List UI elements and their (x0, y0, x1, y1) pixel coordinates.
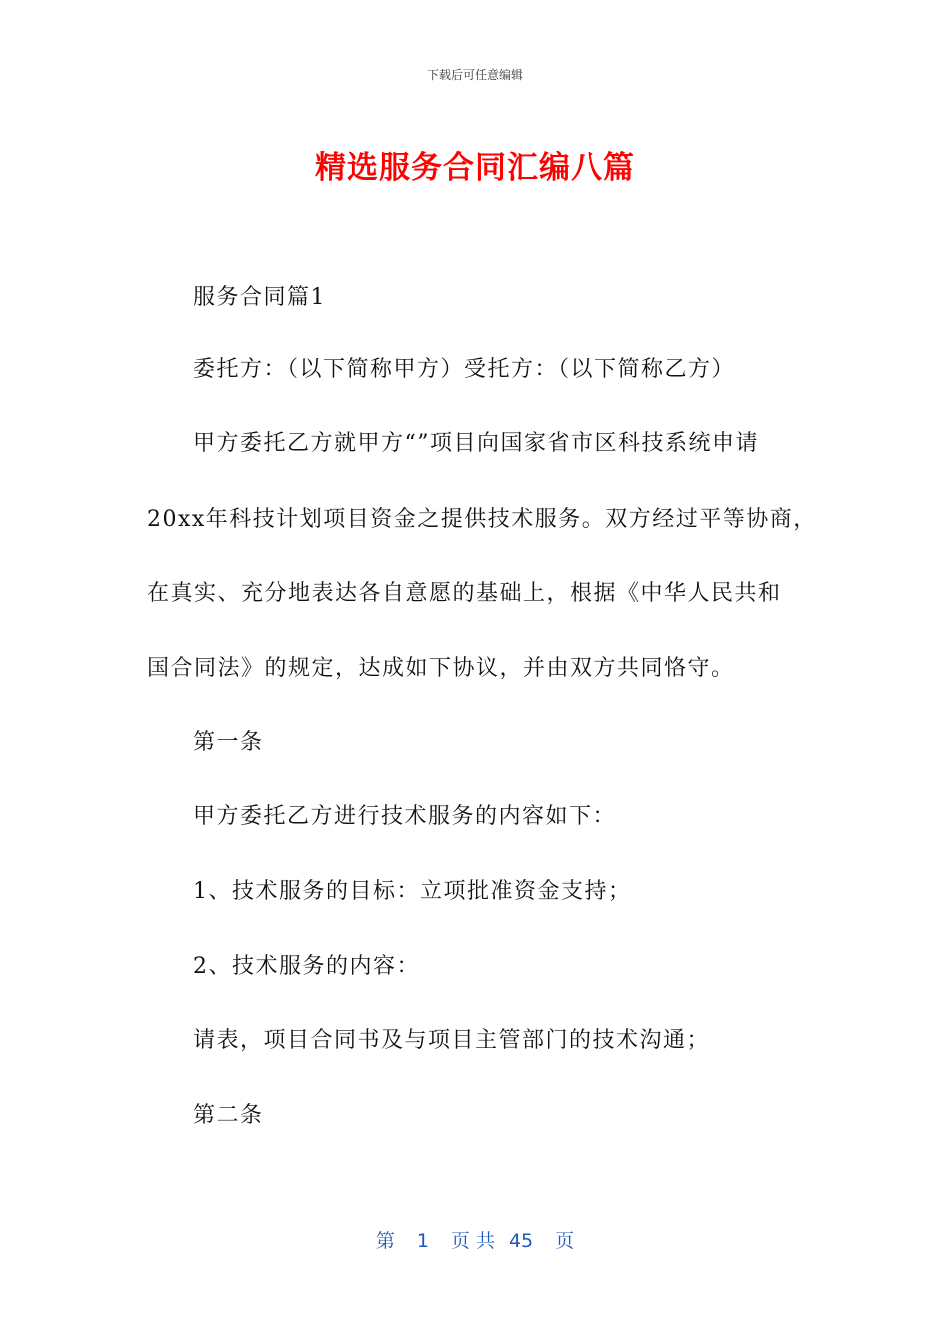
document-title: 精选服务合同汇编八篇 (315, 150, 635, 186)
paragraph-line: 1、技术服务的目标：立项批准资金支持； (193, 879, 632, 904)
paragraph-line: 甲方委托乙方进行技术服务的内容如下： (193, 804, 617, 829)
page-footer (0, 1226, 950, 1253)
section-heading: 服务合同篇1 (193, 285, 326, 310)
paragraph-line: 在真实、充分地表达各自意愿的基础上，根据《中华人民共和 (147, 581, 782, 606)
footer-page-suffix: 页 (555, 1230, 575, 1252)
footer-page-mid: 页 共 (450, 1230, 495, 1252)
paragraph-line: 2、技术服务的内容： (193, 954, 420, 979)
paragraph-line: 请表，项目合同书及与项目主管部门的技术沟通； (193, 1028, 711, 1053)
paragraph-line: 委托方：（以下简称甲方）受托方：（以下简称乙方） (193, 357, 736, 382)
paragraph-line: 甲方委托乙方就甲方“”项目向国家省市区科技系统申请 (193, 431, 759, 456)
paragraph-line: 国合同法》的规定，达成如下协议，并由双方共同恪守。 (147, 656, 735, 681)
header-note: 下载后可任意编辑 (426, 68, 523, 82)
paragraph-line: 20xx年科技计划项目资金之提供技术服务。双方经过平等协商， (147, 507, 817, 532)
footer-page-number: 1 (416, 1230, 429, 1252)
article-heading: 第二条 (193, 1103, 264, 1128)
footer-page-total: 45 (508, 1230, 534, 1252)
article-heading: 第一条 (193, 730, 264, 755)
footer-page-prefix: 第 (375, 1230, 395, 1252)
